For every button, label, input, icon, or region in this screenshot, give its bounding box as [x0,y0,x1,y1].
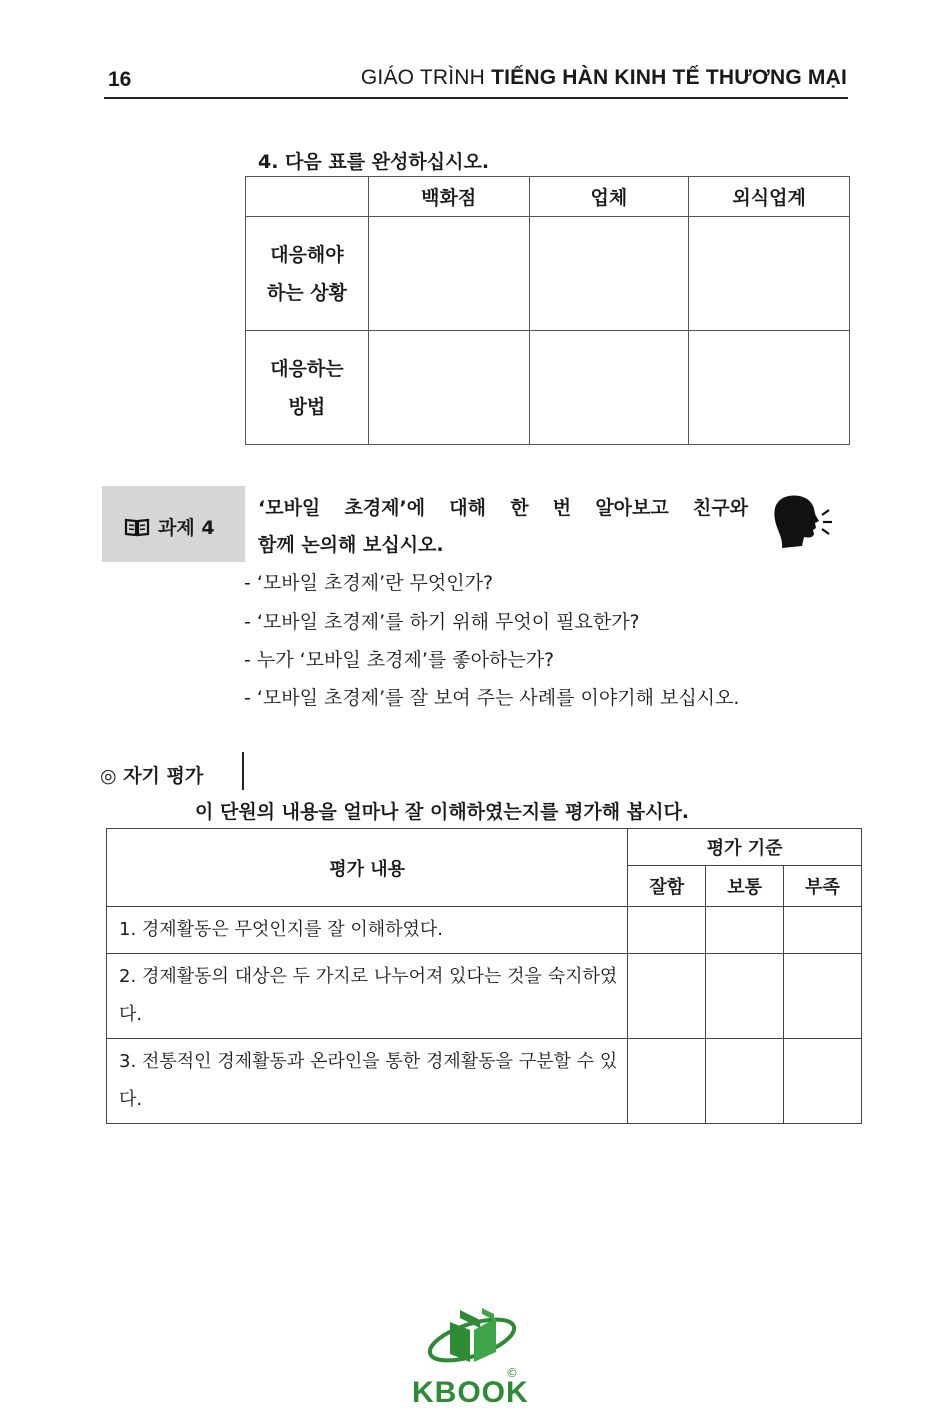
answer-cell[interactable] [368,217,529,331]
discussion-question: - ‘모바일 초경제’를 잘 보여 주는 사례를 이야기해 보십시오. [244,687,740,709]
rating-cell[interactable] [628,1039,706,1124]
discussion-question: - ‘모바일 초경제’를 하기 위해 무엇이 필요한가? [244,611,640,633]
self-evaluation-title: ◎ 자기 평가 [100,765,204,787]
row-header [246,217,369,331]
answer-cell[interactable] [529,217,689,331]
header-rule [104,97,848,99]
task-4-prompt-line: 함께 논의해 보십시오. [258,534,444,556]
criteria-label: 잘함 [628,866,706,907]
rating-cell[interactable] [628,954,706,1039]
table-header-row [246,177,850,217]
task-4-label: 과제 4 [158,517,215,539]
table-corner-cell [246,177,369,217]
task-4-prompt-line: ‘모바일 초경제’에 대해 한 번 알아보고 친구와 [258,497,748,519]
copyright-mark: © [506,1366,518,1380]
evaluation-criteria-header: 평가 기준 [628,829,862,866]
rating-cell[interactable] [784,954,862,1039]
row-header-line: 방법 [288,395,326,418]
row-header-line: 대응해야 [270,243,344,266]
answer-cell[interactable] [368,331,529,445]
book-title-prefix: GIÁO TRÌNH [360,66,492,89]
criteria-label: 부족 [784,866,862,907]
book-icon [124,517,150,537]
task-4-prompt [258,490,748,564]
table-header-row [107,829,862,866]
table-row [107,1039,862,1124]
self-evaluation-table [106,828,862,1124]
table-row [107,954,862,1039]
rating-cell[interactable] [706,1039,784,1124]
exercise-4-heading: 4. 다음 표를 완성하십시오. [258,151,490,173]
evaluation-content-header: 평가 내용 [107,829,628,907]
speaking-person-icon [770,494,836,552]
book-title-bold: TIẾNG HÀN KINH TẾ THƯƠNG MẠI [491,66,847,89]
table-row [246,331,850,445]
answer-cell[interactable] [529,331,689,445]
row-header-line: 대응하는 [270,357,344,380]
discussion-question: - 누가 ‘모바일 초경제’를 좋아하는가? [244,649,555,671]
task-4-badge [102,486,245,562]
row-header-line: 하는 상황 [266,281,347,304]
rating-cell[interactable] [706,907,784,954]
answer-cell[interactable] [689,217,850,331]
section-divider [242,752,244,790]
self-evaluation-intro: 이 단원의 내용을 얼마나 잘 이해하였는지를 평가해 봅시다. [195,801,690,823]
kbook-logo-text: KBOOK [412,1376,529,1409]
exercise-4-table [245,176,850,445]
table-row [246,217,850,331]
rating-cell[interactable] [784,907,862,954]
page-number: 16 [108,68,132,91]
column-header: 백화점 [368,177,529,217]
table-row [107,907,862,954]
criteria-label: 보통 [706,866,784,907]
column-header: 업체 [529,177,689,217]
answer-cell[interactable] [689,331,850,445]
evaluation-item: 3. 전통적인 경제활동과 온라인을 통한 경제활동을 구분할 수 있다. [107,1039,628,1124]
row-header [246,331,369,445]
evaluation-item: 2. 경제활동의 대상은 두 가지로 나누어져 있다는 것을 숙지하였다. [107,954,628,1039]
rating-cell[interactable] [706,954,784,1039]
rating-cell[interactable] [784,1039,862,1124]
rating-cell[interactable] [628,907,706,954]
evaluation-item: 1. 경제활동은 무엇인지를 잘 이해하였다. [107,907,628,954]
column-header: 외식업계 [689,177,850,217]
book-title [361,66,847,90]
discussion-question: - ‘모바일 초경제’란 무엇인가? [244,572,494,594]
